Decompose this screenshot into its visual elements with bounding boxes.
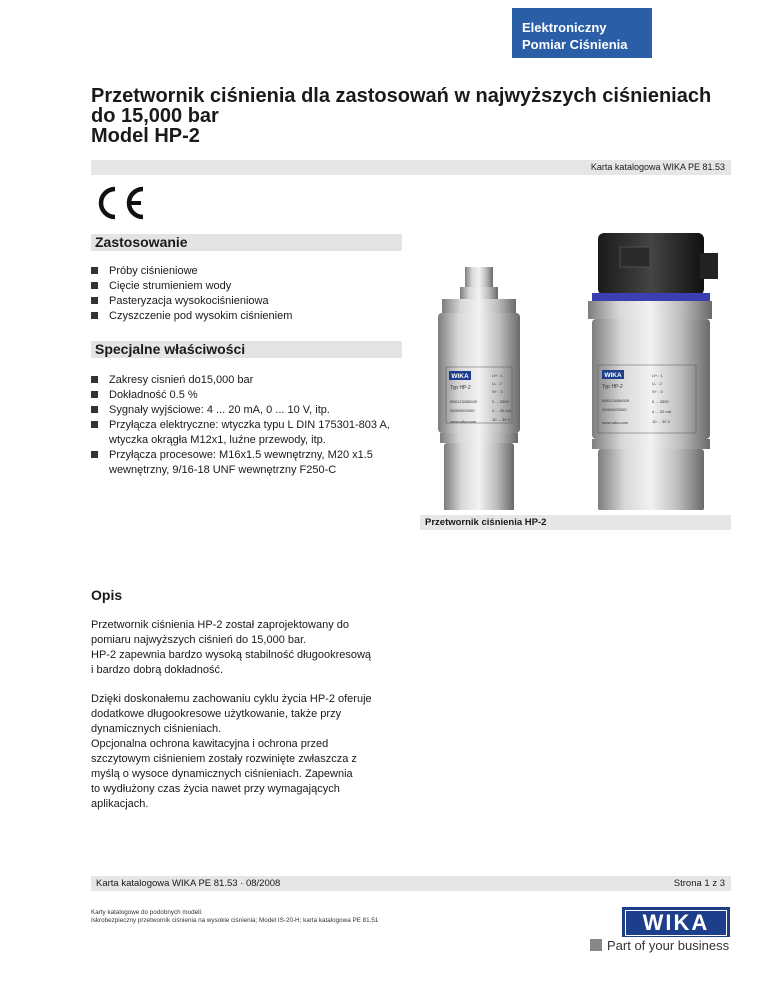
- list-item-text: Sygnały wyjściowe: 4 ... 20 mA, 0 ... 10 V, itp.: [109, 404, 330, 416]
- label-pin: S+ : 3: [652, 389, 663, 394]
- description-heading: Opis: [91, 587, 123, 603]
- label-serial: B90123456029: [450, 399, 478, 404]
- list-item-text: Próby ciśnieniowe: [109, 265, 198, 277]
- square-logo-icon: [590, 939, 602, 951]
- applications-heading: [91, 234, 402, 251]
- list-item: [91, 418, 411, 448]
- applications-heading-text: Zastosowanie: [95, 234, 188, 250]
- catalog-reference: Karta katalogowa WIKA PE 81.53: [590, 162, 725, 172]
- text-line: pomiaru najwyższych ciśnień do 15,000 bar.: [91, 634, 307, 646]
- bullet-icon: [91, 267, 98, 274]
- label-range: 0 ... 2500: [492, 399, 509, 404]
- text-line: dodatkowe długookresowe użytkowanie, także przy: [91, 708, 342, 720]
- bullet-icon: [91, 282, 98, 289]
- label-url: www.wika.com: [450, 419, 477, 424]
- text-line: szczytowym ciśnieniem zostały rozwinięte zwłaszcza z: [91, 753, 357, 765]
- label-serial: B90123456029: [602, 398, 630, 403]
- wika-logo-text: WIKA: [625, 910, 727, 936]
- text-line: to wydłużony czas życia nawet przy wymagających: [91, 783, 340, 795]
- text-line: HP-2 zapewnia bardzo wysoką stabilność długookresową: [91, 649, 372, 661]
- text-line: Dzięki doskonałemu zachowaniu cyklu życia HP-2 oferuje: [91, 693, 372, 705]
- list-item: [91, 373, 411, 388]
- bullet-icon: [91, 312, 98, 319]
- label-range: 4 ... 20 mA: [492, 408, 512, 413]
- catalog-reference-bar: [91, 160, 731, 175]
- list-item-text: Przyłącza elektryczne: wtyczka typu L DIN 175301-803 A,: [109, 419, 390, 431]
- related-datasheets: [91, 909, 378, 925]
- text-line: Karty katalogowe do podobnych modeli:: [91, 909, 203, 916]
- label-url: www.wika.com: [602, 420, 629, 425]
- list-item-text: wewnętrzny, 9/16-18 UNF wewnętrzny F250-C: [109, 464, 337, 476]
- applications-list: [91, 264, 411, 324]
- text-line: dynamicznych ciśnieniach.: [91, 723, 222, 735]
- category-badge: [512, 8, 652, 58]
- label-range: 10 ... 30 V: [492, 417, 511, 422]
- features-list: [91, 373, 411, 478]
- label-brand: WIKA: [451, 373, 469, 380]
- bullet-icon: [91, 451, 98, 458]
- description-paragraph-1: [91, 618, 411, 678]
- list-item: [91, 403, 411, 418]
- description-paragraph-2: [91, 692, 411, 812]
- title-line3: Model HP-2: [91, 125, 200, 147]
- sensor-m12: [438, 267, 520, 510]
- features-heading: [91, 341, 402, 358]
- wika-logo: [622, 907, 730, 937]
- list-item: [91, 388, 411, 403]
- tagline-text: Part of your business: [607, 938, 730, 953]
- label-brand: WIKA: [604, 372, 622, 379]
- list-item-text: Pasteryzacja wysokociśnieniowa: [109, 295, 269, 307]
- list-item-text: wtyczka okrągła M12x1, luźne przewody, itp.: [109, 434, 326, 446]
- title-line2: do 15,000 bar: [91, 105, 219, 127]
- label-serial: 00000000000: [450, 408, 475, 413]
- tagline: [590, 938, 729, 953]
- label-range: 4 ... 20 mA: [652, 409, 672, 414]
- label-serial: 00000000000: [602, 407, 627, 412]
- page-number: Strona 1 z 3: [673, 878, 725, 889]
- list-item: [91, 448, 411, 478]
- label-pin: U- : 2: [492, 381, 502, 386]
- label-pin: U- : 2: [652, 381, 662, 386]
- label-type: Typ HP-2: [450, 385, 471, 391]
- list-item-text: Dokładność 0.5 %: [109, 389, 198, 401]
- bullet-icon: [91, 297, 98, 304]
- features-heading-text: Specjalne właściwości: [95, 341, 246, 357]
- text-line: Opcjonalna ochrona kawitacyjna i ochrona przed: [91, 738, 329, 750]
- list-item-text: Zakresy cisnień do15,000 bar: [109, 374, 254, 386]
- photo-caption-bar: [420, 515, 731, 530]
- bullet-icon: [91, 406, 98, 413]
- footer-bar: [91, 876, 731, 891]
- label-pin: S+ : 3: [492, 389, 503, 394]
- product-photo: [420, 225, 730, 510]
- text-line: i bardzo dobrą dokładność.: [91, 664, 224, 676]
- title-line1: Przetwornik ciśnienia dla zastosowań w najwyższych ciśnieniach: [91, 85, 712, 107]
- photo-caption: Przetwornik ciśnienia HP-2: [425, 517, 547, 528]
- bullet-icon: [91, 391, 98, 398]
- text-line: Iskrobezpieczny przetwornik ciśnienia na wysokie ciśnienia; Model IS-20-H; karta katalogowa PE 81.51: [91, 917, 379, 924]
- text-line: Przetwornik ciśnienia HP-2 został zaprojektowany do: [91, 619, 350, 631]
- label-pin: U+ : 1: [652, 373, 663, 378]
- sensor-din: [588, 233, 718, 510]
- text-line: aplikacjach.: [91, 798, 149, 810]
- text-line: myślą o wysoce dynamicznych ciśnieniach. Zapewnia: [91, 768, 353, 780]
- list-item: [91, 279, 411, 294]
- list-item-text: Czyszczenie pod wysokim ciśnieniem: [109, 310, 293, 322]
- bullet-icon: [91, 421, 98, 428]
- bullet-icon: [91, 376, 98, 383]
- page-title: [91, 86, 741, 146]
- label-type: Typ HP-2: [602, 384, 623, 390]
- list-item: [91, 309, 411, 324]
- label-pin: U+ : 1: [492, 373, 503, 378]
- category-line1: Elektroniczny: [522, 20, 607, 35]
- footer-catalog: Karta katalogowa WIKA PE 81.53 · 08/2008: [96, 878, 281, 889]
- list-item: [91, 294, 411, 309]
- ce-mark-icon: [91, 185, 147, 221]
- label-range: 10 ... 30 V: [652, 419, 671, 424]
- list-item-text: Przyłącza procesowe: M16x1.5 wewnętrzny, M20 x1.5: [109, 449, 373, 461]
- list-item-text: Cięcie strumieniem wody: [109, 280, 232, 292]
- label-range: 0 ... 2500: [652, 399, 669, 404]
- list-item: [91, 264, 411, 279]
- category-line2: Pomiar Ciśnienia: [522, 37, 628, 52]
